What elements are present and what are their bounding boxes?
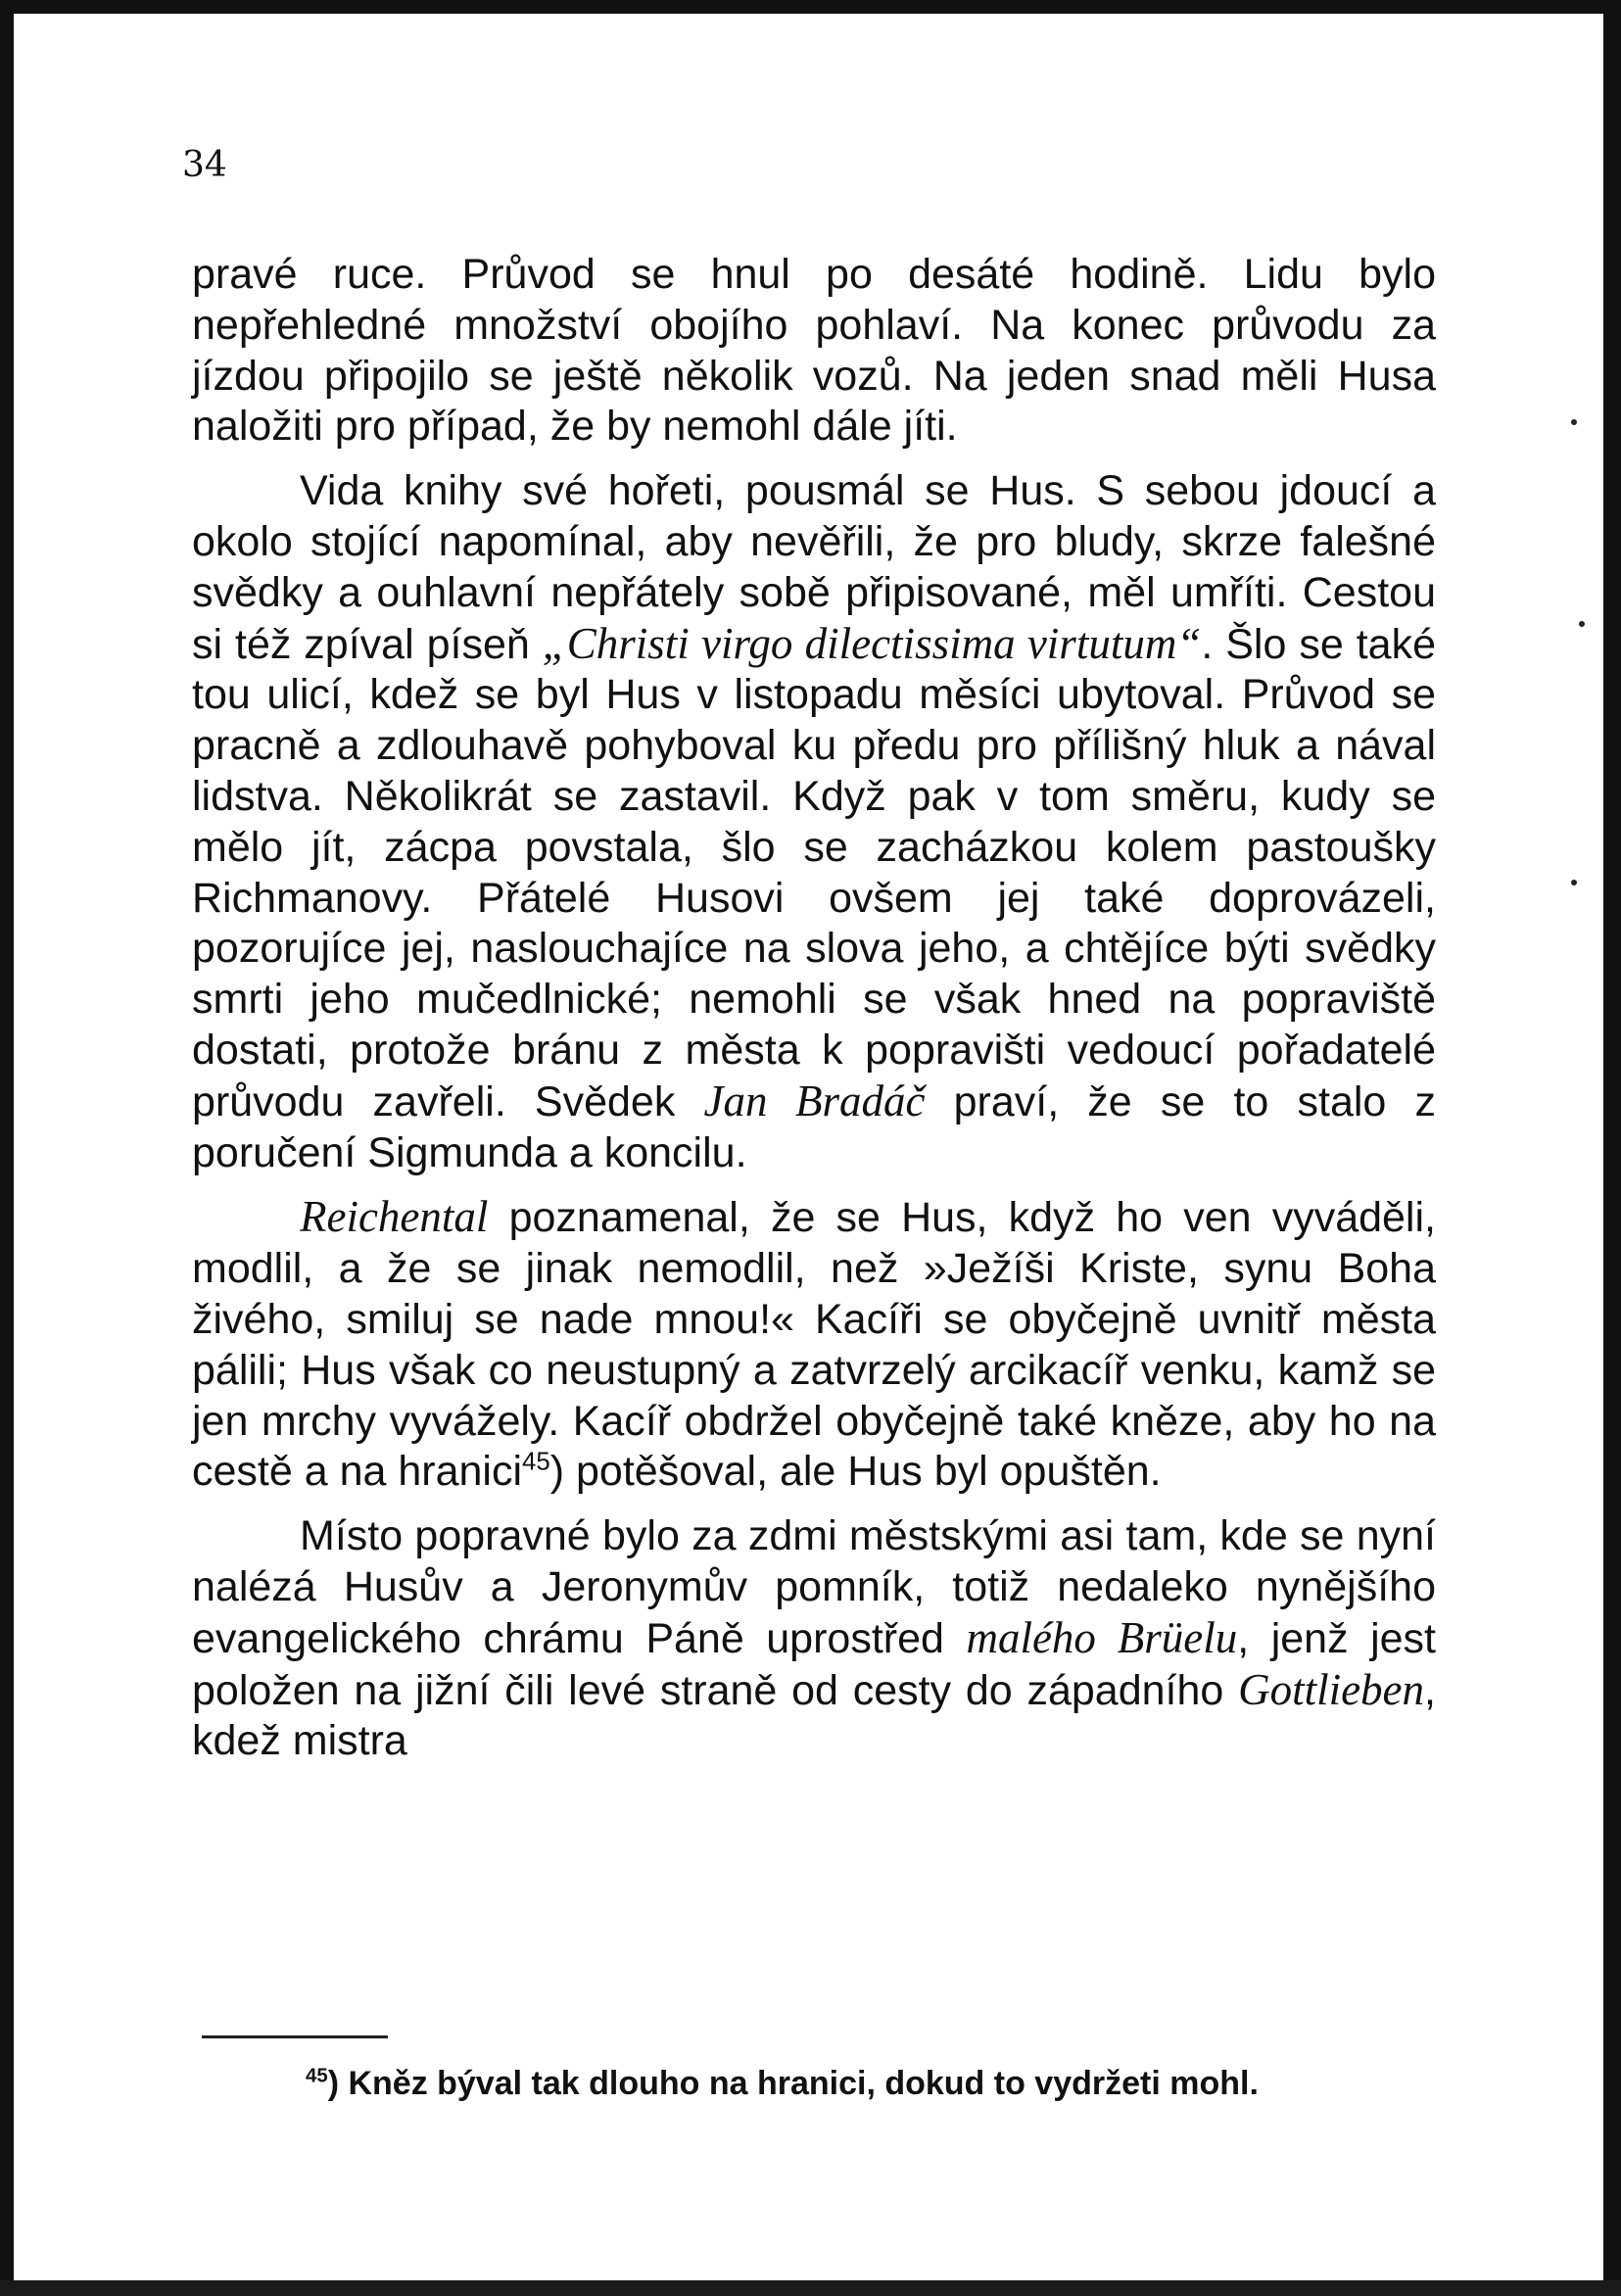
text-run: pravé ruce. Průvod se hnul po desáté hodině. Lidu bylo nepřehledné množství obojího pohlaví. Na konec průvodu za jízdou připojilo se ještě několik vozů. Na jeden snad měli Husa naložiti pro případ, že by nemohl dále jíti. [192,251,1436,451]
scan-edge-right [1603,0,1621,2296]
italic-text: Reichental [300,1192,489,1242]
paragraph [192,1511,1436,1767]
paragraph [192,1192,1436,1498]
text-run: praví, že se to stalo z poručení Sigmunda a koncilu. [192,1077,1436,1176]
paragraph [192,250,1436,453]
italic-text: Jan Bradáč [703,1076,926,1125]
scan-edge-left [0,0,14,2296]
scan-speck [1571,419,1577,425]
italic-text: malého Brüelu [966,1612,1238,1662]
scan-speck [1571,880,1577,885]
text-run: . Šlo se také tou ulicí, kdež se byl Hus v listopadu měsíci ubytoval. Průvod se pracně a zdlouhavě pohyboval ku předu pro přílišný hluk a nával lidstva. Několikrát se zastavil. Když pak v tom směru, kudy se mělo jít, zácpa povstala, šlo se zacházkou kolem pastoušky Richmanovy. Přátelé Husovi ovšem jej také doprovázeli, pozorujíce jej, naslouchajíce na slova jeho, a chtějíce býti svědky smrti jeho mučedlnické; nemohli se však hned na popraviště dostati, protože bránu z města k popravišti vedoucí pořadatelé průvodu zavřeli. Svědek [192,620,1436,1125]
footnote-text: ) Kněz býval tak dlouho na hranici, dokud to vydržeti mohl. [327,2065,1259,2102]
text-run: poznamenal, že se Hus, když ho ven vyváděli, modlil, a že se jinak nemodlil, než »Ježíši Kriste, synu Boha živého, smiluj se nade mnou!« Kacíři se obyčejně uvnitř města pálili; Hus však co neustupný a zatvrzelý arcikacíř venku, kamž se jen mrchy vyvážely. Kacíř obdržel obyčejně také kněze, aby ho na cestě a na hranici [192,1194,1436,1496]
text-run: Místo popravné bylo za zdmi městskými asi tam, kde se nyní nalézá Husův a Jeronymův pomník, totiž nedaleko nynějšího evangelického chrámu Páně uprostřed [192,1512,1436,1662]
scan-speck [1579,621,1585,627]
footnote-rule [202,2035,388,2038]
text-run: , jenž jest položen na jižní čili levé straně od cesty do západního [192,1614,1437,1714]
page-number: 34 [182,145,227,185]
footnote-marker: 45 [306,2065,328,2087]
paragraph [192,466,1436,1178]
scan-edge-top [0,0,1621,14]
text-run: , kdež mistra [192,1666,1436,1765]
footnote [306,2061,1461,2106]
italic-text: „Christi virgo dilectissima virtutum“ [542,618,1202,668]
text-run: ) potěšoval, ale Hus byl opuštěn. [549,1448,1162,1496]
text-run: Vida knihy své hořeti, pousmál se Hus. S sebou jdoucí a okolo stojící napomínal, aby nevěřili, že pro bludy, skrze falešné svědky a ouhlavní nepřátely sobě připisované, měl umříti. Cestou si též zpíval píseň [192,467,1436,668]
body-text [192,250,1436,1781]
scan-edge-bottom [0,2280,1621,2296]
italic-text: Gottlieben [1238,1664,1425,1714]
footnote-reference: 45 [522,1449,550,1476]
